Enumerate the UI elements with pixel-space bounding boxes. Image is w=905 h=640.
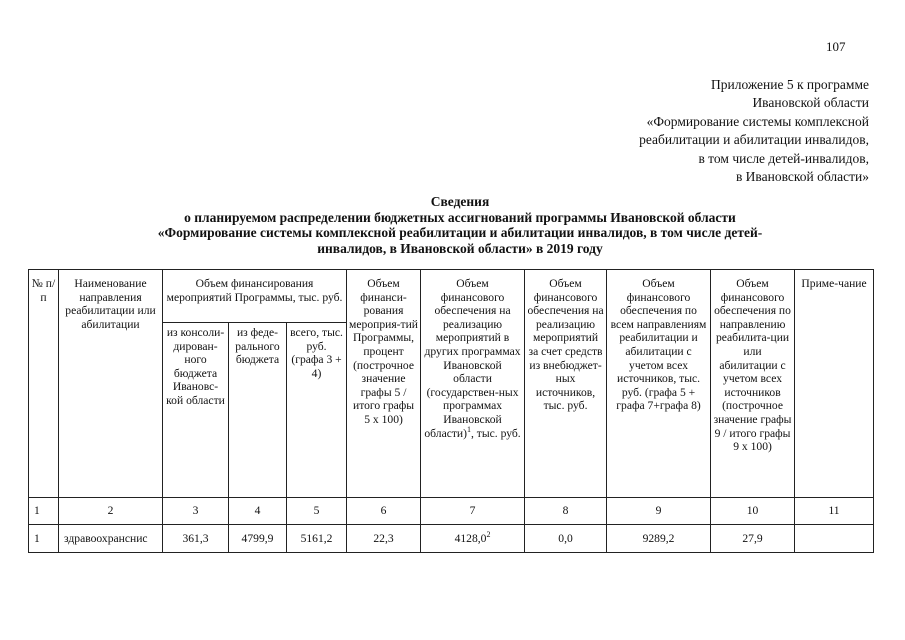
row-total-all-sources: 9289,2 bbox=[607, 525, 711, 553]
footnote-marker: 2 bbox=[486, 529, 491, 539]
heading-line: о планируемом распределении бюджетных ассигнований программы Ивановской области bbox=[184, 209, 736, 225]
header-extrabudgetary: Объем финансового обеспечения на реализацию мероприятий за счет средств из внебюджет-ных источников, тыс. руб. bbox=[525, 270, 607, 498]
appendix-note bbox=[549, 76, 869, 186]
header-other-programs-unit: , тыс. руб. bbox=[471, 426, 521, 440]
column-number: 8 bbox=[525, 498, 607, 525]
document-heading bbox=[60, 194, 860, 256]
column-number: 3 bbox=[163, 498, 229, 525]
column-number: 4 bbox=[229, 498, 287, 525]
header-funding-percent: Объем финанси-рования мероприя-тий Программы, процент (построчное значение графы 5 / итого графы 5 x 100) bbox=[347, 270, 421, 498]
header-number: № п/п bbox=[29, 270, 59, 498]
column-number: 5 bbox=[287, 498, 347, 525]
row-other-programs-value: 4128,0 bbox=[454, 531, 487, 545]
header-total: всего, тыс. руб. (графа 3 + 4) bbox=[287, 323, 347, 498]
header-direction: Наименование направления реабилитации или абилитации bbox=[59, 270, 163, 498]
appendix-line: в Ивановской области» bbox=[735, 169, 869, 185]
header-other-programs bbox=[421, 270, 525, 498]
column-number: 1 bbox=[29, 498, 59, 525]
row-direction: здравоохранснис bbox=[59, 525, 163, 553]
row-note bbox=[795, 525, 874, 553]
header-note: Приме-чание bbox=[795, 270, 874, 498]
heading-title: Сведения bbox=[430, 194, 490, 209]
header-regional-budget: из консоли-дирован-ного бюджета Ивановс-кой области bbox=[163, 323, 229, 498]
column-number: 7 bbox=[421, 498, 525, 525]
heading-line: «Формирование системы комплексной реабилитации и абилитации инвалидов, в том числе детей- bbox=[157, 225, 763, 241]
column-number: 6 bbox=[347, 498, 421, 525]
appendix-line: реабилитации и абилитации инвалидов, bbox=[639, 132, 869, 148]
header-other-programs-text: Объем финансового обеспечения на реализацию мероприятий в других программах Ивановской области (государствен-ных программах Ивановской области) bbox=[424, 277, 521, 440]
row-number: 1 bbox=[29, 525, 59, 553]
row-regional-budget: 361,3 bbox=[163, 525, 229, 553]
header-total-all-sources: Объем финансового обеспечения по всем направлениям реабилитации и абилитации с учетом всех источников, тыс. руб. (графа 5 + графа 7+графа 8) bbox=[607, 270, 711, 498]
row-direction-share: 27,9 bbox=[711, 525, 795, 553]
column-number: 10 bbox=[711, 498, 795, 525]
column-number: 2 bbox=[59, 498, 163, 525]
row-total: 5161,2 bbox=[287, 525, 347, 553]
page-number: 107 bbox=[826, 39, 846, 54]
column-number: 9 bbox=[607, 498, 711, 525]
footnote-marker: 1 bbox=[467, 424, 471, 434]
appendix-line: в том числе детей-инвалидов, bbox=[698, 150, 869, 166]
row-other-programs bbox=[421, 525, 525, 553]
row-federal-budget: 4799,9 bbox=[229, 525, 287, 553]
row-funding-percent: 22,3 bbox=[347, 525, 421, 553]
header-funding-group: Объем финансирования мероприятий Программы, тыс. руб. bbox=[163, 270, 347, 323]
heading-line: инвалидов, в Ивановской области» в 2019 году bbox=[317, 240, 603, 256]
header-direction-share: Объем финансового обеспечения по направлению реабилита-ции или абилитации с учетом всех источников (построчное значение графы 9 / итого графы 9 x 100) bbox=[711, 270, 795, 498]
table-row bbox=[29, 525, 874, 553]
appendix-line: Ивановской области bbox=[752, 95, 869, 111]
column-number: 11 bbox=[795, 498, 874, 525]
header-federal-budget: из феде-рального бюджета bbox=[229, 323, 287, 498]
row-extrabudgetary: 0,0 bbox=[525, 525, 607, 553]
budget-table bbox=[28, 269, 874, 553]
appendix-line: Приложение 5 к программе bbox=[711, 77, 869, 92]
appendix-line: «Формирование системы комплексной bbox=[646, 113, 869, 129]
